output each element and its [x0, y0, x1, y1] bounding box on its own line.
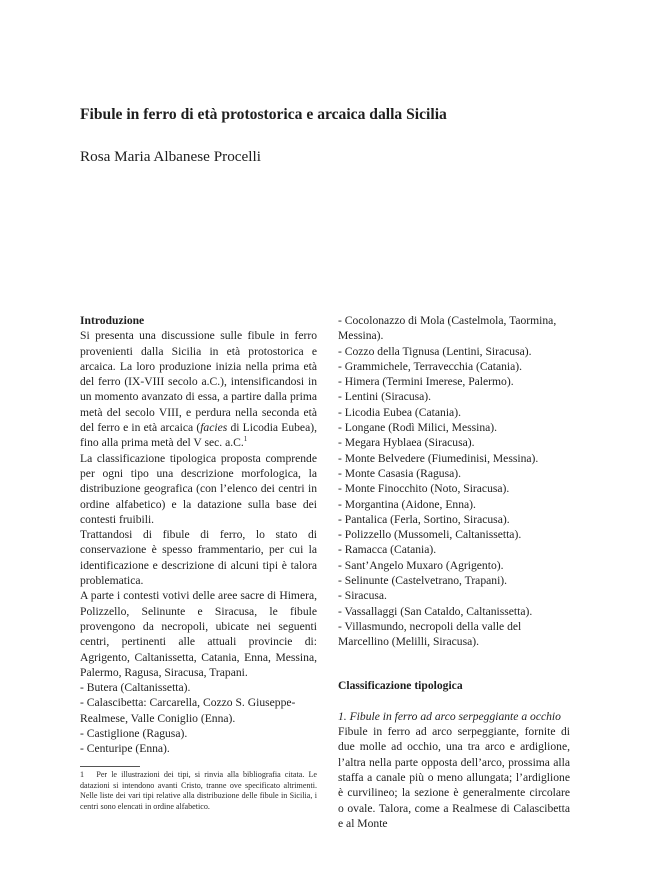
list-item: - Cozzo della Tignusa (Lentini, Siracusa). [338, 344, 532, 358]
spacer [338, 693, 570, 709]
paragraph: Fibule in ferro ad arco serpeggiante, fornite di due molle ad occhio, una tra arco e ardiglione, l’altra nella parte opposta dell’arco, prossima alla staffa a canale più o meno allungata; l’ardiglione è curvilineo; la sezione è generalmente circolare o ovale. Talora, come a Realmese di Calascibetta e al Monte [338, 725, 570, 830]
paragraph: Trattandosi di fibule di ferro, lo stato di conservazione è spesso frammentario, per cui la identificazione e descrizione di alcuni tipi è talora problematica. [80, 528, 317, 588]
places-list-right [338, 313, 570, 650]
paragraph [80, 328, 317, 450]
list-item: - Licodia Eubea (Catania). [338, 405, 461, 419]
list-item: - Cocolonazzo di Mola (Castelmola, Taormina, Messina). [338, 314, 557, 343]
list-item: - Vassallaggi (San Cataldo, Caltanissetta). [338, 604, 533, 618]
list-item: - Selinunte (Castelvetrano, Trapani). [338, 574, 508, 588]
paragraph-text: Si presenta una discussione sulle fibule in ferro provenienti dalla Sicilia in età protostorica e arcaica. La loro produzione inizia nella prima età del ferro (IX-VIII secolo a.C.), intensificandosi in un momento avanzato di essa, a partire dalla prima metà del secolo VIII, e perdura nella seconda età del ferro e in età arcaica ( [80, 329, 317, 435]
footnote-ref[interactable]: 1 [243, 435, 248, 444]
list-item: - Sant’Angelo Muxaro (Agrigento). [338, 558, 504, 572]
list-item: - Villasmundo, necropoli della valle del Marcellino (Melilli, Siracusa). [338, 619, 522, 649]
list-item: - Ramacca (Catania). [338, 543, 437, 557]
list-item: - Monte Casasia (Ragusa). [338, 466, 461, 480]
list-item: - Castiglione (Ragusa). [80, 727, 188, 741]
section-heading-classificazione: Classificazione tipologica [338, 678, 463, 692]
footnote [80, 770, 317, 812]
list-item: - Centuripe (Enna). [80, 742, 170, 756]
list-item: - Megara Hyblaea (Siracusa). [338, 436, 475, 450]
list-item: - Calascibetta: Carcarella, Cozzo S. Giuseppe-Realmese, Valle Coniglio (Enna). [80, 696, 296, 725]
list-item: - Monte Finocchito (Noto, Siracusa). [338, 482, 510, 496]
right-column [338, 313, 570, 831]
paragraph-text: di Licodia Eubea), fino alla prima metà del V sec. a.C. [80, 421, 317, 450]
list-item: - Grammichele, Terravecchia (Catania). [338, 359, 523, 373]
list-item: - Siracusa. [338, 589, 387, 603]
section-heading-introduzione: Introduzione [80, 314, 145, 327]
list-item: - Polizzello (Mussomeli, Caltanissetta). [338, 528, 522, 542]
list-item: - Pantalica (Ferla, Sortino, Siracusa). [338, 512, 510, 526]
places-list-left [80, 680, 317, 756]
subsection-heading: 1. Fibule in ferro ad arco serpeggiante a occhio [338, 709, 561, 723]
list-item: - Longane (Rodì Milici, Messina). [338, 421, 498, 435]
facies-term: facies [200, 421, 228, 435]
spacer [338, 650, 570, 678]
paragraph: A parte i contesti votivi delle aree sacre di Himera, Polizzello, Selinunte e Siracusa, le fibule provengono da necropoli, ubicate nei seguenti centri, pertinenti alle attuali provincie di: Agrigento, Caltanissetta, Catania, Enna, Messina, Palermo, Ragusa, Siracusa, Trapani. [80, 589, 317, 679]
list-item: - Butera (Caltanissetta). [80, 681, 191, 695]
author-name: Rosa Maria Albanese Procelli [80, 148, 261, 165]
list-item: - Himera (Termini Imerese, Palermo). [338, 375, 514, 389]
list-item: - Monte Belvedere (Fiumedinisi, Messina). [338, 451, 539, 465]
paragraph: La classificazione tipologica proposta comprende per ogni tipo una descrizione morfologica, la distribuzione geografica (con l’elenco dei centri in ordine alfabetico) e la datazione sulla base dei contesti fruibili. [80, 451, 317, 526]
left-column [80, 313, 317, 757]
footnote-divider [80, 766, 140, 767]
list-item: - Lentini (Siracusa). [338, 390, 432, 404]
list-item: - Morgantina (Aidone, Enna). [338, 497, 476, 511]
article-title: Fibule in ferro di età protostorica e arcaica dalla Sicilia [80, 106, 447, 123]
footnote-text: Per le illustrazioni dei tipi, si rinvia alla bibliografia citata. Le datazioni si intendono avanti Cristo, tranne ove specificato altrimenti. Nelle liste dei vari tipi relative alla distribuzione delle fibule in Sicilia, i centri sono elencati in ordine alfabetico. [80, 770, 317, 811]
footnote-number: 1 [80, 770, 85, 779]
